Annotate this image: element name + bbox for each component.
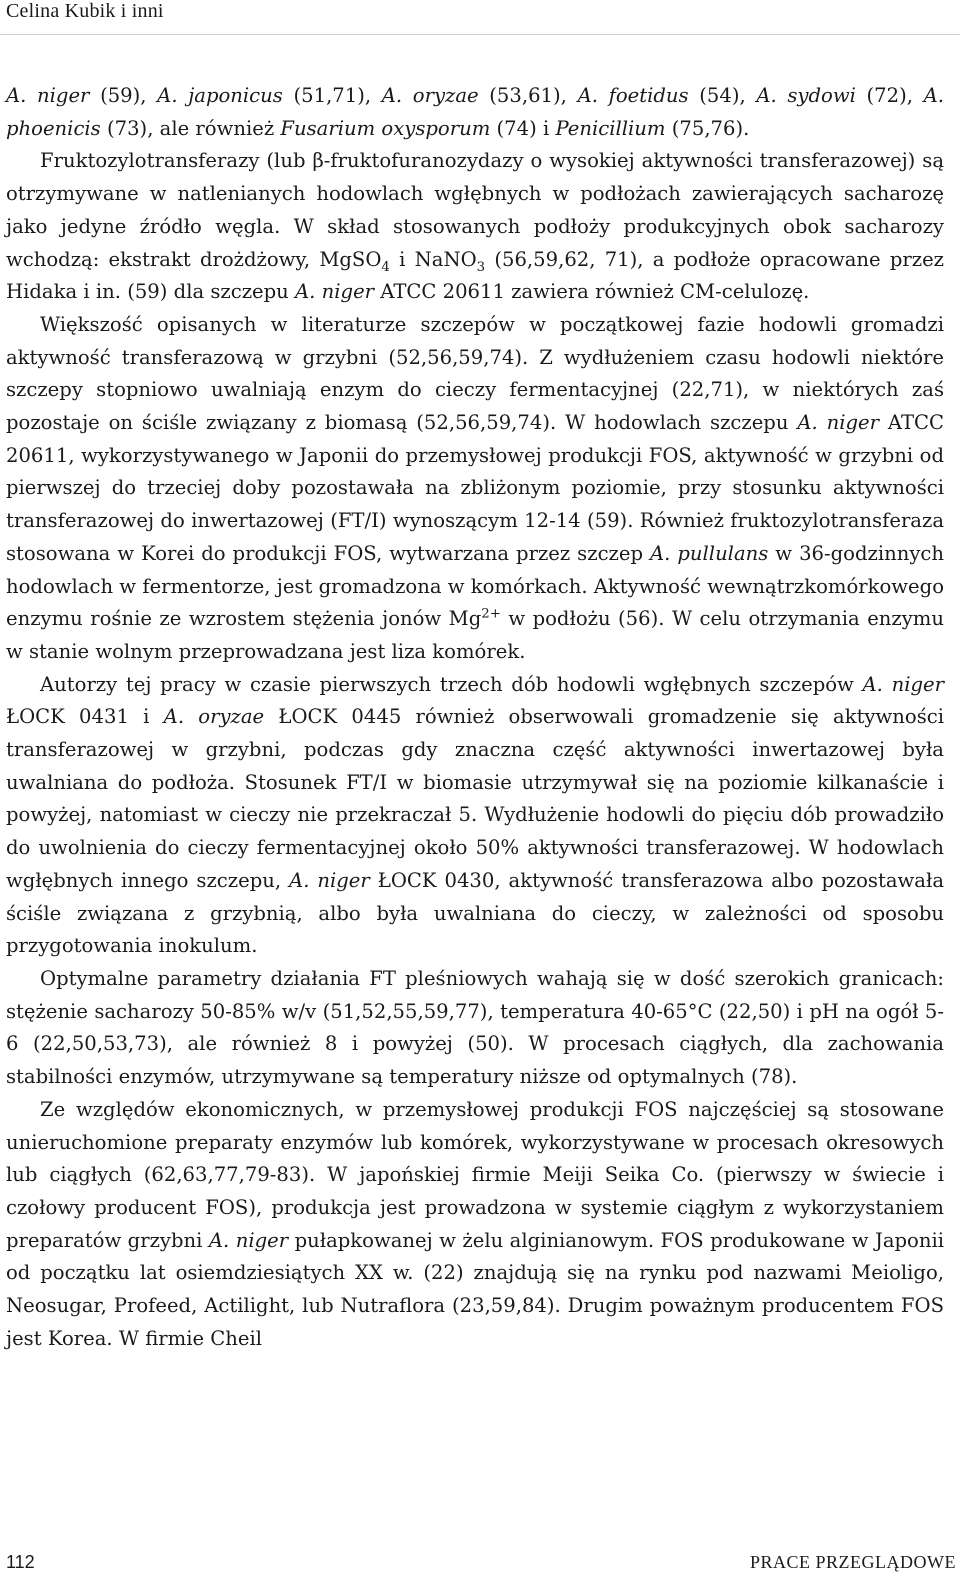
text-run: w 36-godzinnych hodowlach w fermentorze, jest gromadzona w komórkach. Aktywność wewnątrzkomórkowego enzymu rośnie ze wzrostem stężenia jonów Mg — [6, 541, 944, 631]
species-name: Fusarium oxysporum — [280, 116, 491, 140]
text-run: ATCC 20611, wykorzystywanego w Japonii do przemysłowej produkcji FOS, aktywność w grzybni od pierwszej do trzeciej doby pozostawała na zbliżonym poziomie, przy stosunku aktywności transferazowej do inwertazowej (FT/I) wynoszącym 12-14 (59). Również fruktozylotransferaza stosowana w Korei do produkcji FOS, wytwarzana przez szczep — [6, 411, 945, 565]
text-run: ATCC 20611 zawiera również CM-celulozę. — [374, 280, 810, 304]
text-run: (54), — [688, 84, 757, 107]
text-run: (59), — [89, 84, 158, 107]
page-number: 112 — [6, 1552, 35, 1572]
species-name: A. niger — [295, 280, 375, 304]
text-run: (73), ale również — [100, 116, 281, 140]
running-header-authors: Celina Kubik i inni — [6, 0, 164, 22]
text-run: Fruktozylotransferazy (lub β-fruktofuranozydazy o wysokiej aktywności transferazowej) są otrzymywane w natlenianych hodowlach wgłębnych w podłożach zawierających sacharozę jako jedyne źródło węgla. W skład stosowanych podłoży produkcyjnych obok sacharozy wchodzą: ekstrakt drożdżowy, MgSO — [6, 149, 944, 271]
species-name: A. japonicus — [157, 84, 283, 107]
paragraph — [6, 963, 944, 1094]
text-run: w podłożu (56). W celu otrzymania enzymu w stanie wolnym przeprowadzana jest liza komórek. — [6, 607, 944, 663]
species-name: A. pullulans — [650, 541, 769, 565]
text-run: Optymalne parametry działania FT pleśniowych wahają się w dość szerokich granicach: stężenie sacharozy 50-85% w/v (51,52,55,59,77), temperatura 40-65°C (22,50) i pH na ogół 5-6 (22,50,53,73), ale również 8 i powyżej (50). W procesach ciągłych, dla zachowania stabilności enzymów, utrzymywane są temperatury niższe od optymalnych (78). — [6, 966, 944, 1089]
article-body — [6, 80, 944, 1355]
species-name: A. niger — [6, 84, 90, 107]
paragraph — [6, 669, 944, 963]
paragraph — [6, 80, 944, 145]
paragraph — [6, 309, 944, 669]
subscript: 4 — [381, 259, 390, 275]
species-name: A. niger — [208, 1228, 289, 1252]
text-run: pułapkowanej w żelu alginianowym. FOS produkowane w Japonii od początku lat osiemdziesiątych XX w. (22) znajdują się na rynku pod nazwami Meioligo, Neosugar, Profeed, Actilight, lub Nutraflora (23,59,84). Drugim poważnym producentem FOS jest Korea. W firmie Cheil — [6, 1228, 945, 1350]
text-run: (51,71), — [282, 84, 382, 107]
text-run: Ze względów ekonomicznych, w przemysłowej produkcji FOS najczęściej są stosowane unieruchomione preparaty enzymów lub komórek, wykorzystywane w procesach okresowych lub ciągłych (62,63,77,79-83). W japońskiej firmie Meiji Seika Co. (pierwszy w świecie i czołowy producent FOS), produkcja jest prowadzona w systemie ciągłym z wykorzystaniem preparatów grzybni — [6, 1097, 944, 1252]
journal-section-label: PRACE PRZEGLĄDOWE — [750, 1552, 956, 1572]
text-run: Większość opisanych w literaturze szczepów w początkowej fazie hodowli gromadzi aktywność transferazową w grzybni (52,56,59,74). Z wydłużeniem czasu hodowli niektóre szczepy stopniowo uwalniają enzym do cieczy fermentacyjnej (22,71), w niektórych zaś pozostaje on ściśle związany z biomasą (52,56,59,74). W hodowlach szczepu — [6, 312, 944, 435]
text-run: (56,59,62, 71), a podłoże opracowane przez Hidaka i in. (59) dla szczepu — [6, 247, 944, 304]
superscript: 2+ — [481, 606, 501, 622]
species-name: A. niger — [797, 411, 879, 435]
paragraph — [6, 1094, 944, 1356]
text-run: (75,76). — [665, 116, 750, 140]
species-name: A. foetidus — [577, 84, 689, 107]
text-run: (72), — [855, 84, 924, 107]
species-name: A. phoenicis — [6, 84, 945, 140]
text-run: (53,61), — [478, 84, 578, 107]
paragraph — [6, 145, 944, 309]
text-run: ŁOCK 0430, aktywność transferazowa albo pozostawała ściśle związana z grzybnią, albo była uwalniana do cieczy, w zależności od sposobu przygotowania inokulum. — [6, 868, 945, 958]
species-name: A. oryzae — [163, 705, 265, 729]
species-name: A. oryzae — [381, 84, 479, 107]
species-name: Penicillium — [555, 116, 666, 140]
text-run: ŁOCK 0445 również obserwowali gromadzenie się aktywności transferazowej w grzybni, podczas gdy znaczna część aktywności inwertazowej była uwalniana do podłoża. Stosunek FT/I w biomasie utrzymywał się na poziomie kilkanaście i powyżej, natomiast w cieczy nie przekraczał 5. Wydłużenie hodowli do pięciu dób prowadziło do uwolnienia do cieczy fermentacyjnej około 50% aktywności transferazowej. W hodowlach wgłębnych innego szczepu, — [6, 705, 944, 892]
text-run: Autorzy tej pracy w czasie pierwszych trzech dób hodowli wgłębnych szczepów — [40, 672, 863, 696]
text-run: (74) i — [490, 116, 556, 140]
species-name: A. sydowi — [756, 84, 856, 107]
species-name: A. niger — [289, 868, 370, 892]
text-run: i NaNO — [389, 247, 477, 271]
subscript: 3 — [476, 259, 486, 275]
text-run: ŁOCK 0431 i — [6, 705, 164, 729]
header-divider — [0, 34, 960, 35]
species-name: A. niger — [862, 672, 944, 696]
